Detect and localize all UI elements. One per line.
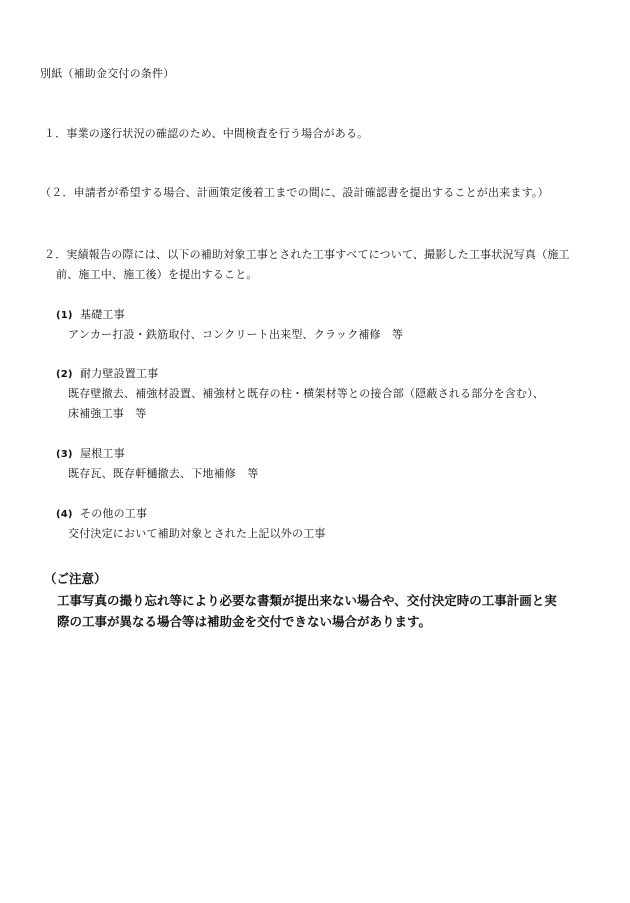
condition-item-1: １．事業の遂行状況の確認のため、中間検査を行う場合がある。	[44, 127, 369, 140]
section-1-heading	[56, 308, 125, 323]
section-2-heading	[56, 367, 158, 382]
condition-item-2-line1: ２．実績報告の際には、以下の補助対象工事とされた工事すべてについて、撮影した工事状況写真（施工	[44, 248, 570, 261]
section-1-number: (1)	[56, 310, 73, 321]
document-title: 別紙（補助金交付の条件）	[40, 67, 175, 80]
section-4-title: その他の工事	[80, 507, 148, 520]
section-1-title: 基礎工事	[80, 308, 125, 321]
condition-item-2-line2: 前、施工中、施工後）を提出すること。	[56, 268, 258, 281]
section-2-title: 耐力壁設置工事	[80, 367, 159, 380]
section-2-detail-line1: 既存壁撤去、補強材設置、補強材と既存の柱・横架材等との接合部（隠蔽される部分を含む）、	[68, 387, 545, 400]
section-1-detail: アンカー打設・鉄筋取付、コンクリート出来型、クラック補修 等	[68, 328, 404, 341]
notice-line-1: 工事写真の撮り忘れ等により必要な書類が提出来ない場合や、交付決定時の工事計画と実	[57, 593, 557, 608]
section-3-heading	[56, 447, 125, 462]
section-2-number: (2)	[56, 369, 73, 380]
section-3-number: (3)	[56, 449, 73, 460]
section-4-number: (4)	[56, 509, 73, 520]
notice-line-2: 際の工事が異なる場合等は補助金を交付できない場合があります。	[57, 614, 432, 629]
section-3-detail: 既存瓦、既存軒樋撤去、下地補修 等	[68, 467, 259, 480]
condition-item-2-note: （２．申請者が希望する場合、計画策定後着工までの間に、設計確認書を提出することが出来ます。）	[40, 186, 549, 199]
section-3-title: 屋根工事	[80, 447, 125, 460]
notice-heading: （ご注意）	[44, 571, 107, 586]
section-4-detail: 交付決定において補助対象とされた上記以外の工事	[68, 527, 326, 540]
section-2-detail-line2: 床補強工事 等	[68, 407, 147, 420]
section-4-heading	[56, 507, 147, 522]
notice-body	[57, 590, 557, 632]
